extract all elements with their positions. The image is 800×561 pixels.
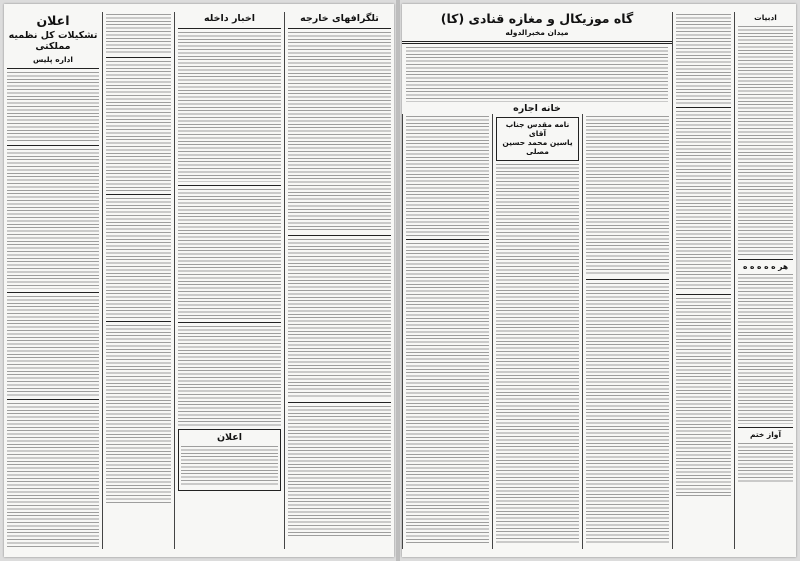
divider [106, 321, 171, 322]
divider [676, 107, 731, 108]
left-page-column-1 [4, 12, 102, 549]
divider [288, 28, 391, 29]
masthead-rule [402, 41, 672, 44]
text-block [7, 296, 99, 396]
masthead [402, 10, 672, 118]
text-block [181, 446, 278, 486]
right-page-column-4 [672, 12, 734, 549]
right-page-column-3 [582, 114, 672, 549]
book-spine [396, 0, 400, 561]
text-block [7, 72, 99, 142]
divider [178, 185, 281, 186]
text-block [288, 239, 391, 399]
section-heading: هر ه ه ه ه ه [742, 261, 789, 271]
text-block [7, 149, 99, 289]
divider [7, 292, 99, 293]
divider [406, 239, 489, 240]
divider [676, 294, 731, 295]
divider [7, 399, 99, 400]
text-block [178, 326, 281, 426]
right-page-column-5 [734, 12, 796, 549]
text-block [676, 14, 731, 104]
text-block [406, 47, 668, 102]
announcement-subtitle: یاسین محمد حسین مصلی [502, 138, 573, 156]
obituary-heading: آواز ختم [749, 430, 782, 440]
text-block [586, 116, 669, 276]
left-page-column-4 [284, 12, 394, 549]
text-block [406, 243, 489, 543]
text-block [738, 443, 793, 483]
divider [7, 68, 99, 69]
text-block [676, 298, 731, 498]
bottom-ad-box [178, 429, 281, 491]
text-block [496, 164, 579, 544]
text-block [178, 32, 281, 182]
left-page-column-2 [102, 12, 174, 549]
divider [7, 145, 99, 146]
divider [178, 322, 281, 323]
text-block [288, 406, 391, 536]
text-block [178, 189, 281, 319]
masthead-subtitle: میدان مخبرالدوله [505, 28, 569, 38]
divider [738, 427, 793, 428]
right-page-column-1 [402, 114, 492, 549]
ad-heading: اعلان [36, 13, 70, 28]
divider [106, 194, 171, 195]
announcement-title: نامه مقدس جناب آقای [505, 120, 570, 138]
text-block [106, 61, 171, 191]
divider [288, 402, 391, 403]
ad-subheading: تشکیلات کل نظمیه مملکتی [8, 30, 98, 53]
announcement-box [496, 117, 579, 161]
divider [288, 235, 391, 236]
domestic-news-heading: اخبار داخله [204, 13, 255, 24]
literature-heading: ادبیات [754, 13, 777, 22]
left-page-column-3 [174, 12, 284, 549]
rent-notice-heading: خانه اجاره [513, 103, 561, 114]
text-block [288, 32, 391, 232]
divider [106, 57, 171, 58]
ad-subheading-2: اداره پلیس [33, 55, 73, 65]
right-page-column-2 [492, 114, 582, 549]
divider [738, 259, 793, 260]
text-block [106, 198, 171, 318]
text-block [676, 111, 731, 291]
newspaper-right-page [402, 4, 796, 557]
text-block [738, 274, 793, 424]
divider [586, 279, 669, 280]
bottom-ad-heading: اعلان [216, 431, 243, 443]
newspaper-left-page [4, 4, 394, 557]
text-block [7, 403, 99, 549]
text-block [406, 116, 489, 236]
divider [178, 28, 281, 29]
text-block [738, 26, 793, 256]
masthead-title: گاه موزیکال و مغازه قنادی (کا) [440, 11, 634, 26]
text-block [106, 325, 171, 505]
foreign-telegrams-heading: تلگرافهای خارجه [300, 13, 379, 24]
text-block [586, 283, 669, 543]
text-block [106, 14, 171, 54]
